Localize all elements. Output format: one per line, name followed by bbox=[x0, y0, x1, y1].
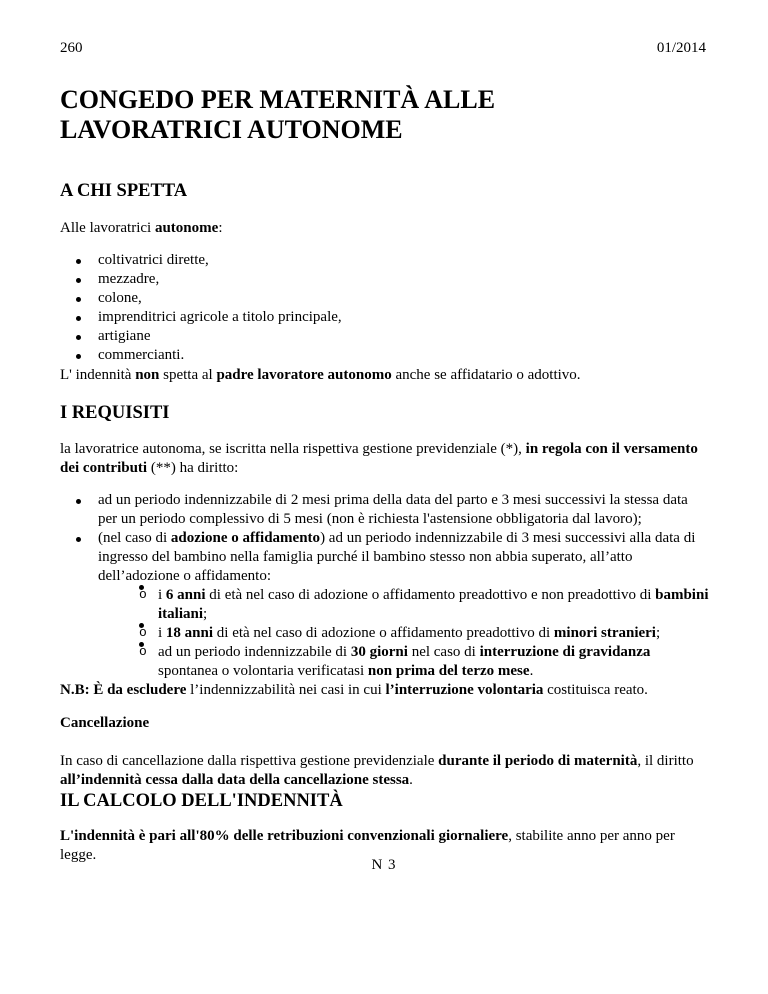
page-number: 260 bbox=[60, 40, 83, 56]
section-heading-a-chi-spetta: A CHI SPETTA bbox=[60, 181, 188, 201]
section3-text: L'indennità è pari all'80% delle retribuzioni convenzionali giornaliere, stabilite anno per anno per legge. bbox=[60, 828, 675, 863]
list-item: mezzadre, bbox=[60, 270, 342, 289]
nb-note: N.B: È da escludere l’indennizzabilità nei casi in cui l’interruzione volontaria costituisca reato. bbox=[60, 682, 648, 698]
section-heading-requisiti: I REQUISITI bbox=[60, 403, 170, 423]
sub-list-item: o i 6 anni di età nel caso di adozione o affidamento preadottivo e non preadottivo di bambini italiani; bbox=[98, 586, 710, 624]
title-line-2: LAVORATRICI AUTONOME bbox=[60, 115, 403, 144]
section1-intro: Alle lavoratrici autonome: bbox=[60, 220, 223, 236]
section-heading-calcolo: IL CALCOLO DELL'INDENNITÀ bbox=[60, 791, 343, 811]
list-item: commercianti. bbox=[60, 346, 342, 365]
title-line-1: CONGEDO PER MATERNITÀ ALLE bbox=[60, 85, 496, 114]
section1-note: L' indennità non spetta al padre lavoratore autonomo anche se affidatario o adottivo. bbox=[60, 367, 581, 383]
list-item: (nel caso di adozione o affidamento) ad un periodo indennizzabile di 3 mesi successivi alla data di ingresso del bambino nella famiglia purché il bambino stesso non abbia superato, all’atto dell’adozione o affidamento: o i 6 anni di età nel caso di adozione o affidamento preadottivo e non preadottivo di bambini italiani; o i 18 anni di età nel caso di adozione o affidamento preadottivo di minori stranieri; o ad un periodo indennizzabile di 30 giorni nel caso di interruzione di gravidanza spontanea o volontaria verificatasi non prima del terzo mese. bbox=[60, 529, 710, 681]
cancellazione-heading: Cancellazione bbox=[60, 715, 150, 731]
list-item: imprenditrici agricole a titolo principale, bbox=[60, 308, 342, 327]
requirements-list bbox=[60, 491, 710, 681]
sub-list-item: o i 18 anni di età nel caso di adozione o affidamento preadottivo di minori stranieri; bbox=[98, 624, 710, 643]
cancellazione-text: In caso di cancellazione dalla rispettiva gestione previdenziale durante il periodo di maternità, il diritto all’indennità cessa dalla data della cancellazione stessa. bbox=[60, 753, 694, 788]
section2-intro: la lavoratrice autonoma, se iscritta nella rispettiva gestione previdenziale (*), in regola con il versamento dei contributi (**) ha diritto: bbox=[60, 441, 698, 476]
list-item: ad un periodo indennizzabile di 2 mesi prima della data del parto e 3 mesi successivi la stessa data per un periodo complessivo di 5 mesi (non è richiesta l'astensione obbligatoria dal lavoro); bbox=[60, 491, 710, 529]
document-date: 01/2014 bbox=[656, 40, 706, 56]
list-item: artigiane bbox=[60, 327, 342, 346]
sub-list-item: o ad un periodo indennizzabile di 30 giorni nel caso di interruzione di gravidanza spontanea o volontaria verificatasi non prima del terzo mese. bbox=[98, 643, 710, 681]
page-footer-code: N 3 bbox=[371, 857, 397, 873]
list-item: coltivatrici dirette, bbox=[60, 251, 342, 270]
document-title bbox=[60, 85, 700, 145]
list-item: colone, bbox=[60, 289, 342, 308]
adoption-sublist bbox=[98, 586, 710, 681]
beneficiaries-list bbox=[60, 251, 342, 365]
